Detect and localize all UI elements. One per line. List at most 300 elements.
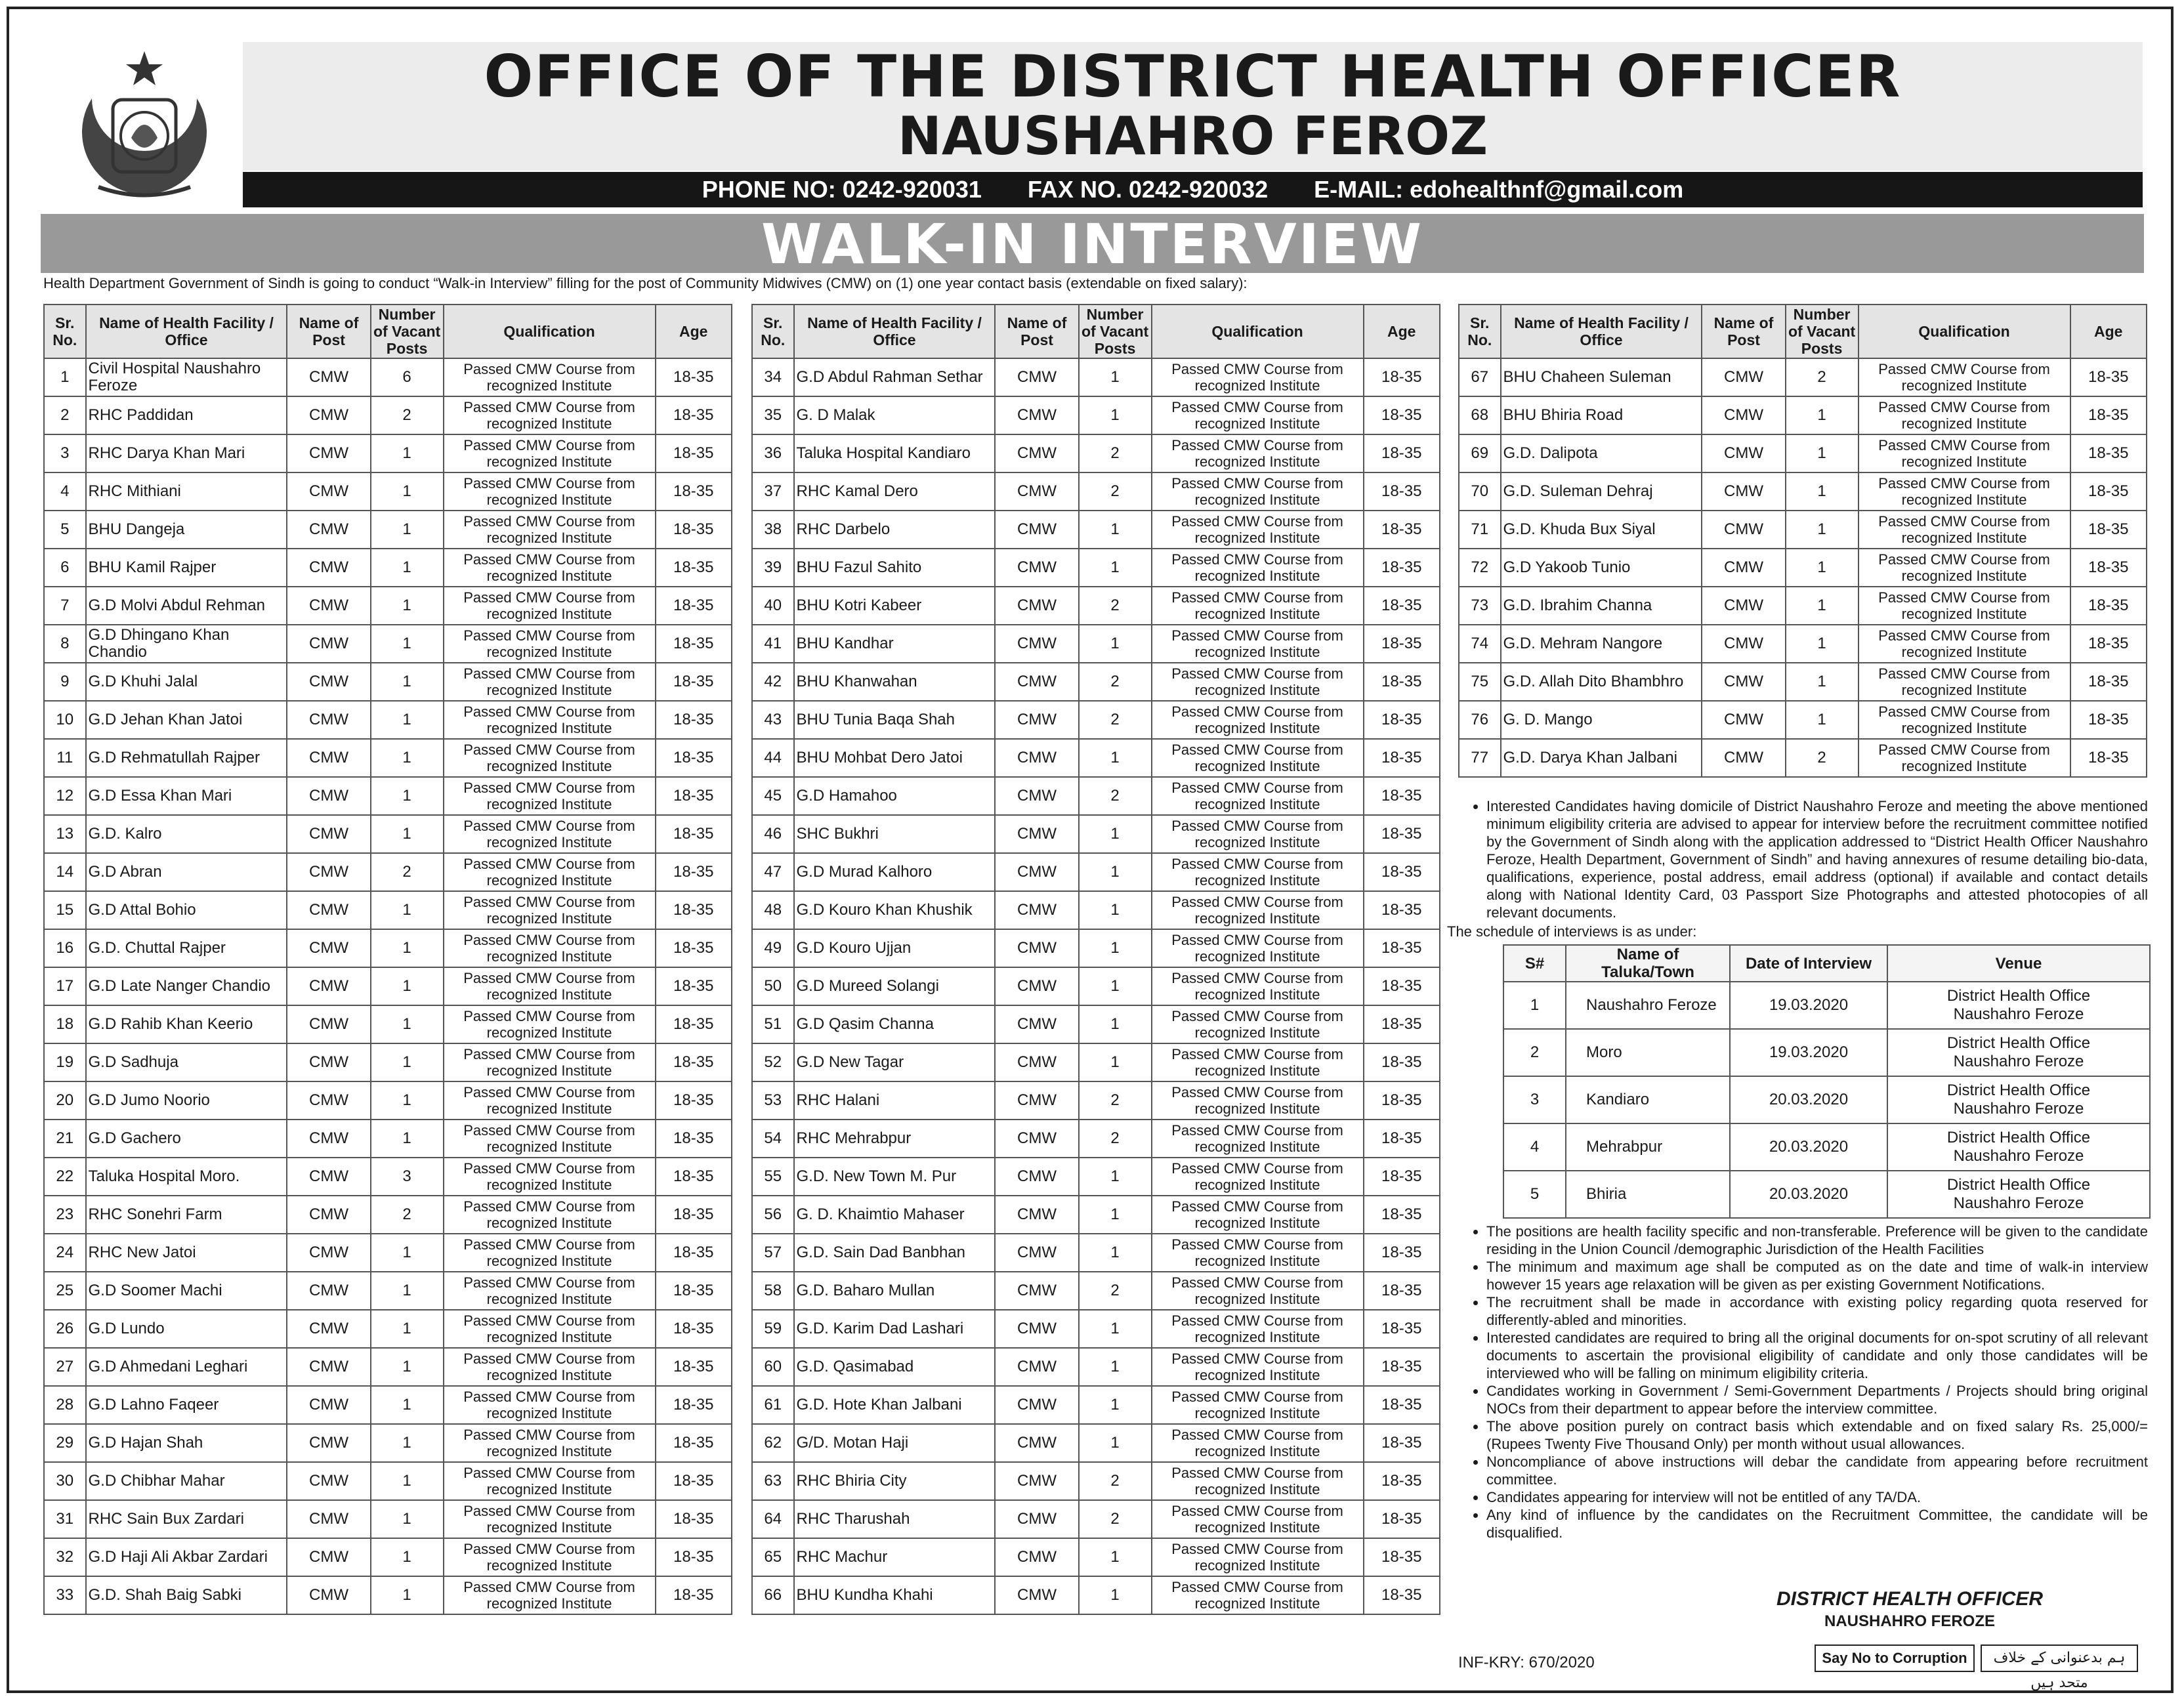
schedule-town: Kandiaro — [1566, 1076, 1730, 1123]
qualification: Passed CMW Course from recognized Institute — [1152, 1158, 1364, 1196]
facility-name: BHU Bhiria Road — [1501, 396, 1702, 434]
vacant-posts: 1 — [1786, 511, 1858, 549]
walk-in-banner: WALK-IN INTERVIEW — [41, 214, 2144, 273]
table-row — [752, 434, 1440, 472]
qualification: Passed CMW Course from recognized Institute — [1152, 358, 1364, 396]
terms-item: • Candidates appearing for interview will not be entitled of any TA/DA. — [1486, 1488, 2148, 1506]
serial-number: 18 — [44, 1005, 86, 1043]
serial-number: 62 — [752, 1424, 794, 1462]
qualification: Passed CMW Course from recognized Institute — [1152, 663, 1364, 701]
age-range: 18-35 — [2070, 472, 2147, 511]
table-row — [44, 1272, 732, 1310]
serial-number: 39 — [752, 549, 794, 587]
vacant-posts: 6 — [371, 358, 444, 396]
column-header-post: Name of Post — [995, 304, 1078, 358]
schedule-header-row — [1503, 945, 2150, 982]
post-name: CMW — [287, 549, 370, 587]
column-header-vacant: Number of Vacant Posts — [371, 304, 444, 358]
vacant-posts: 1 — [371, 1310, 444, 1348]
qualification: Passed CMW Course from recognized Institute — [444, 396, 656, 434]
age-range: 18-35 — [1364, 549, 1440, 587]
vacant-posts: 1 — [371, 549, 444, 587]
age-range: 18-35 — [656, 1043, 732, 1081]
qualification: Passed CMW Course from recognized Institute — [1152, 815, 1364, 853]
age-range: 18-35 — [656, 511, 732, 549]
vacant-posts: 1 — [371, 587, 444, 625]
table-row — [44, 625, 732, 663]
facility-name: RHC Halani — [794, 1081, 996, 1120]
serial-number: 2 — [44, 396, 86, 434]
table-row — [44, 967, 732, 1005]
schedule-label: The schedule of interviews is as under: — [1447, 923, 1697, 940]
table-row — [752, 1158, 1440, 1196]
serial-number: 57 — [752, 1234, 794, 1272]
age-range: 18-35 — [656, 1158, 732, 1196]
facility-name: RHC New Jatoi — [86, 1234, 287, 1272]
table-row — [1459, 739, 2147, 777]
table-row — [752, 739, 1440, 777]
serial-number: 56 — [752, 1196, 794, 1234]
qualification: Passed CMW Course from recognized Institute — [1858, 625, 2070, 663]
terms-item: • The positions are health facility specific and non-transferable. Preference will be given to the candidate residing in the Union Council /demographic Jurisdiction of the Health Facilities — [1486, 1223, 2148, 1258]
table-row — [44, 701, 732, 739]
post-name: CMW — [287, 1386, 370, 1424]
vacant-posts: 1 — [1079, 739, 1152, 777]
age-range: 18-35 — [656, 1120, 732, 1158]
age-range: 18-35 — [1364, 1462, 1440, 1500]
vacant-posts: 1 — [371, 1348, 444, 1386]
facility-name: G. D Malak — [794, 396, 996, 434]
terms-item: • Any kind of influence by the candidates on the Recruitment Committee, the candidate will be disqualified. — [1486, 1506, 2148, 1541]
table-row — [44, 396, 732, 434]
post-name: CMW — [287, 777, 370, 815]
schedule-header: Date of Interview — [1730, 945, 1887, 982]
qualification: Passed CMW Course from recognized Institute — [1152, 472, 1364, 511]
vacant-posts: 2 — [371, 1196, 444, 1234]
qualification: Passed CMW Course from recognized Institute — [1858, 358, 2070, 396]
vacant-posts: 1 — [1786, 701, 1858, 739]
qualification: Passed CMW Course from recognized Institute — [444, 701, 656, 739]
qualification: Passed CMW Course from recognized Institute — [1152, 1120, 1364, 1158]
serial-number: 33 — [44, 1576, 86, 1614]
qualification: Passed CMW Course from recognized Institute — [1858, 587, 2070, 625]
serial-number: 37 — [752, 472, 794, 511]
qualification: Passed CMW Course from recognized Institute — [1858, 701, 2070, 739]
table-row — [752, 1386, 1440, 1424]
facility-name: G.D. Darya Khan Jalbani — [1501, 739, 1702, 777]
qualification: Passed CMW Course from recognized Institute — [1152, 1234, 1364, 1272]
column-header-facility: Name of Health Facility / Office — [794, 304, 996, 358]
facility-name: G.D. Allah Dito Bhambhro — [1501, 663, 1702, 701]
post-name: CMW — [995, 1005, 1078, 1043]
vacant-posts: 1 — [1786, 396, 1858, 434]
post-name: CMW — [287, 1196, 370, 1234]
table-row — [1459, 701, 2147, 739]
qualification: Passed CMW Course from recognized Institute — [444, 967, 656, 1005]
age-range: 18-35 — [1364, 967, 1440, 1005]
table-row — [1459, 434, 2147, 472]
facility-name: G.D Rahib Khan Keerio — [86, 1005, 287, 1043]
serial-number: 52 — [752, 1043, 794, 1081]
qualification: Passed CMW Course from recognized Institute — [1152, 434, 1364, 472]
facility-name: G.D. Suleman Dehraj — [1501, 472, 1702, 511]
age-range: 18-35 — [1364, 587, 1440, 625]
facility-name: G.D. Kalro — [86, 815, 287, 853]
vacant-posts: 1 — [371, 1500, 444, 1538]
vacant-posts: 1 — [1079, 1043, 1152, 1081]
post-name: CMW — [995, 1158, 1078, 1196]
post-name: CMW — [995, 549, 1078, 587]
qualification: Passed CMW Course from recognized Institute — [444, 1348, 656, 1386]
facility-name: RHC Mehrabpur — [794, 1120, 996, 1158]
qualification: Passed CMW Course from recognized Institute — [444, 663, 656, 701]
age-range: 18-35 — [656, 1576, 732, 1614]
serial-number: 16 — [44, 929, 86, 967]
vacant-posts: 2 — [371, 853, 444, 891]
qualification: Passed CMW Course from recognized Institute — [444, 777, 656, 815]
facility-name: G.D. Chuttal Rajper — [86, 929, 287, 967]
table-row — [752, 853, 1440, 891]
age-range: 18-35 — [656, 587, 732, 625]
age-range: 18-35 — [1364, 625, 1440, 663]
table-row — [752, 625, 1440, 663]
facility-name: G.D. Karim Dad Lashari — [794, 1310, 996, 1348]
vacant-posts: 2 — [1079, 777, 1152, 815]
vacant-posts: 1 — [1079, 1348, 1152, 1386]
post-name: CMW — [995, 1386, 1078, 1424]
facility-name: Civil Hospital Naushahro Feroze — [86, 358, 287, 396]
table-row — [44, 1424, 732, 1462]
post-name: CMW — [287, 1462, 370, 1500]
facility-name: BHU Khanwahan — [794, 663, 996, 701]
serial-number: 77 — [1459, 739, 1501, 777]
facility-name: G.D Chibhar Mahar — [86, 1462, 287, 1500]
post-name: CMW — [287, 396, 370, 434]
vacant-posts: 1 — [371, 1272, 444, 1310]
age-range: 18-35 — [2070, 663, 2147, 701]
qualification: Passed CMW Course from recognized Institute — [1152, 1500, 1364, 1538]
serial-number: 69 — [1459, 434, 1501, 472]
vacant-posts: 1 — [371, 701, 444, 739]
qualification: Passed CMW Course from recognized Institute — [1152, 511, 1364, 549]
facility-name: G.D Kouro Ujjan — [794, 929, 996, 967]
vacant-posts: 1 — [371, 663, 444, 701]
vacant-posts: 1 — [371, 1462, 444, 1500]
facility-name: G.D Soomer Machi — [86, 1272, 287, 1310]
facility-name: G.D. New Town M. Pur — [794, 1158, 996, 1196]
schedule-header: Name of Taluka/Town — [1566, 945, 1730, 982]
table-row — [44, 1462, 732, 1500]
vacancy-table-1 — [43, 304, 732, 1615]
table-row — [44, 1005, 732, 1043]
facility-name: G/D. Motan Haji — [794, 1424, 996, 1462]
qualification: Passed CMW Course from recognized Institute — [444, 511, 656, 549]
facility-name: BHU Kundha Khahi — [794, 1576, 996, 1614]
post-name: CMW — [995, 967, 1078, 1005]
post-name: CMW — [287, 1272, 370, 1310]
serial-number: 45 — [752, 777, 794, 815]
facility-name: G. D. Khaimtio Mahaser — [794, 1196, 996, 1234]
schedule-serial: 4 — [1503, 1123, 1566, 1171]
serial-number: 60 — [752, 1348, 794, 1386]
post-name: CMW — [995, 777, 1078, 815]
schedule-town: Moro — [1566, 1029, 1730, 1076]
vacant-posts: 1 — [1079, 549, 1152, 587]
qualification: Passed CMW Course from recognized Institute — [1152, 1462, 1364, 1500]
facility-name: RHC Paddidan — [86, 396, 287, 434]
vacant-posts: 1 — [1786, 434, 1858, 472]
qualification: Passed CMW Course from recognized Institute — [1152, 625, 1364, 663]
age-range: 18-35 — [1364, 853, 1440, 891]
age-range: 18-35 — [1364, 815, 1440, 853]
column-header-age: Age — [2070, 304, 2147, 358]
facility-name: G.D Late Nanger Chandio — [86, 967, 287, 1005]
table-row — [752, 701, 1440, 739]
table-row — [44, 1348, 732, 1386]
qualification: Passed CMW Course from recognized Institute — [1152, 853, 1364, 891]
age-range: 18-35 — [2070, 587, 2147, 625]
header-box — [243, 42, 2143, 171]
age-range: 18-35 — [656, 625, 732, 663]
qualification: Passed CMW Course from recognized Institute — [1152, 739, 1364, 777]
post-name: CMW — [995, 1462, 1078, 1500]
vacant-posts: 1 — [1079, 1310, 1152, 1348]
facility-name: G.D Haji Ali Akbar Zardari — [86, 1538, 287, 1576]
table-row — [44, 1500, 732, 1538]
serial-number: 70 — [1459, 472, 1501, 511]
qualification: Passed CMW Course from recognized Institute — [444, 1043, 656, 1081]
terms-item: • Noncompliance of above instructions will debar the candidate from appearing before recruitment committee. — [1486, 1453, 2148, 1488]
column-header-sr: Sr. No. — [1459, 304, 1501, 358]
post-name: CMW — [287, 1576, 370, 1614]
column-header-qualification: Qualification — [1858, 304, 2070, 358]
facility-name: BHU Kandhar — [794, 625, 996, 663]
serial-number: 9 — [44, 663, 86, 701]
facility-name: G.D. Sain Dad Banbhan — [794, 1234, 996, 1272]
table-row — [44, 891, 732, 929]
schedule-town: Bhiria — [1566, 1171, 1730, 1218]
column-header-sr: Sr. No. — [752, 304, 794, 358]
vacant-posts: 1 — [1786, 472, 1858, 511]
serial-number: 40 — [752, 587, 794, 625]
age-range: 18-35 — [1364, 701, 1440, 739]
age-range: 18-35 — [656, 1386, 732, 1424]
post-name: CMW — [287, 625, 370, 663]
qualification: Passed CMW Course from recognized Institute — [1152, 1081, 1364, 1120]
post-name: CMW — [995, 1424, 1078, 1462]
age-range: 18-35 — [656, 891, 732, 929]
age-range: 18-35 — [1364, 358, 1440, 396]
venue-line: Naushahro Feroze — [1953, 1194, 2084, 1212]
table-row — [1459, 472, 2147, 511]
post-name: CMW — [287, 701, 370, 739]
serial-number: 65 — [752, 1538, 794, 1576]
facility-name: G.D Lundo — [86, 1310, 287, 1348]
table-row — [44, 777, 732, 815]
serial-number: 24 — [44, 1234, 86, 1272]
table-row — [44, 1310, 732, 1348]
facility-name: G.D Mureed Solangi — [794, 967, 996, 1005]
qualification: Passed CMW Course from recognized Institute — [1858, 739, 2070, 777]
qualification: Passed CMW Course from recognized Institute — [444, 739, 656, 777]
office-title: OFFICE OF THE DISTRICT HEALTH OFFICER — [484, 43, 1902, 110]
table-row — [44, 1386, 732, 1424]
post-name: CMW — [995, 511, 1078, 549]
table-row — [752, 1310, 1440, 1348]
schedule-row — [1503, 1076, 2150, 1123]
qualification: Passed CMW Course from recognized Institute — [1858, 472, 2070, 511]
serial-number: 21 — [44, 1120, 86, 1158]
qualification: Passed CMW Course from recognized Institute — [444, 1158, 656, 1196]
post-name: CMW — [287, 891, 370, 929]
post-name: CMW — [287, 511, 370, 549]
age-range: 18-35 — [2070, 511, 2147, 549]
table-row — [44, 1120, 732, 1158]
age-range: 18-35 — [1364, 1043, 1440, 1081]
qualification: Passed CMW Course from recognized Institute — [1152, 1005, 1364, 1043]
table-row — [752, 358, 1440, 396]
age-range: 18-35 — [656, 1234, 732, 1272]
age-range: 18-35 — [2070, 549, 2147, 587]
column-header-post: Name of Post — [287, 304, 370, 358]
qualification: Passed CMW Course from recognized Institute — [1152, 1310, 1364, 1348]
serial-number: 47 — [752, 853, 794, 891]
vacant-posts: 1 — [371, 434, 444, 472]
age-range: 18-35 — [656, 434, 732, 472]
facility-name: G. D. Mango — [1501, 701, 1702, 739]
qualification: Passed CMW Course from recognized Institute — [1858, 549, 2070, 587]
serial-number: 25 — [44, 1272, 86, 1310]
age-range: 18-35 — [1364, 1005, 1440, 1043]
age-range: 18-35 — [1364, 1386, 1440, 1424]
terms-list — [1447, 1223, 2148, 1541]
schedule-venue — [1887, 982, 2150, 1029]
vacant-posts: 1 — [371, 1005, 444, 1043]
facility-name: G.D Attal Bohio — [86, 891, 287, 929]
serial-number: 19 — [44, 1043, 86, 1081]
qualification: Passed CMW Course from recognized Institute — [444, 358, 656, 396]
vacant-posts: 1 — [1079, 396, 1152, 434]
facility-name: G.D Qasim Channa — [794, 1005, 996, 1043]
post-name: CMW — [1702, 511, 1785, 549]
qualification: Passed CMW Course from recognized Institute — [1152, 701, 1364, 739]
age-range: 18-35 — [2070, 396, 2147, 434]
schedule-row — [1503, 1123, 2150, 1171]
vacant-posts: 2 — [1079, 701, 1152, 739]
email-address: E-MAIL: edohealthnf@gmail.com — [1314, 176, 1684, 203]
post-name: CMW — [995, 663, 1078, 701]
qualification: Passed CMW Course from recognized Institute — [444, 549, 656, 587]
qualification: Passed CMW Course from recognized Institute — [444, 1081, 656, 1120]
serial-number: 46 — [752, 815, 794, 853]
facility-name: G.D Gachero — [86, 1120, 287, 1158]
vacant-posts: 1 — [1079, 1576, 1152, 1614]
vacant-posts: 1 — [1079, 891, 1152, 929]
serial-number: 35 — [752, 396, 794, 434]
vacant-posts: 1 — [1079, 815, 1152, 853]
facility-name: Taluka Hospital Moro. — [86, 1158, 287, 1196]
post-name: CMW — [287, 472, 370, 511]
vacancy-table-3 — [1458, 304, 2147, 778]
qualification: Passed CMW Course from recognized Institute — [1152, 587, 1364, 625]
qualification: Passed CMW Course from recognized Institute — [444, 853, 656, 891]
qualification: Passed CMW Course from recognized Institute — [1152, 967, 1364, 1005]
serial-number: 8 — [44, 625, 86, 663]
table-header-row — [44, 304, 732, 358]
qualification: Passed CMW Course from recognized Institute — [444, 891, 656, 929]
vacant-posts: 1 — [1079, 1158, 1152, 1196]
vacant-posts: 2 — [1079, 663, 1152, 701]
schedule-date: 20.03.2020 — [1730, 1076, 1887, 1123]
table-row — [752, 1348, 1440, 1386]
venue-line: Naushahro Feroze — [1953, 1100, 2084, 1118]
table-row — [1459, 396, 2147, 434]
age-range: 18-35 — [1364, 777, 1440, 815]
table-row — [44, 815, 732, 853]
schedule-serial: 2 — [1503, 1029, 1566, 1076]
facility-name: BHU Dangeja — [86, 511, 287, 549]
vacant-posts: 2 — [1079, 1462, 1152, 1500]
column-header-vacant: Number of Vacant Posts — [1786, 304, 1858, 358]
column-header-vacant: Number of Vacant Posts — [1079, 304, 1152, 358]
age-range: 18-35 — [1364, 1234, 1440, 1272]
interview-schedule-table — [1503, 944, 2151, 1219]
age-range: 18-35 — [1364, 1158, 1440, 1196]
table-header-row — [752, 304, 1440, 358]
table-row — [752, 1081, 1440, 1120]
facility-name: G.D Abran — [86, 853, 287, 891]
qualification: Passed CMW Course from recognized Institute — [1152, 1043, 1364, 1081]
schedule-header: Venue — [1887, 945, 2150, 982]
vacant-posts: 1 — [1079, 358, 1152, 396]
serial-number: 15 — [44, 891, 86, 929]
vacant-posts: 1 — [1786, 549, 1858, 587]
vacant-posts: 1 — [1079, 511, 1152, 549]
vacant-posts: 1 — [371, 967, 444, 1005]
vacant-posts: 1 — [1079, 967, 1152, 1005]
vacant-posts: 1 — [1079, 853, 1152, 891]
table-row — [44, 549, 732, 587]
schedule-serial: 1 — [1503, 982, 1566, 1029]
table-row — [44, 739, 732, 777]
facility-name: G.D Dhingano Khan Chandio — [86, 625, 287, 663]
age-range: 18-35 — [656, 853, 732, 891]
post-name: CMW — [995, 434, 1078, 472]
eligibility-list — [1447, 797, 2148, 921]
vacant-posts: 2 — [1079, 472, 1152, 511]
age-range: 18-35 — [656, 1538, 732, 1576]
age-range: 18-35 — [656, 1005, 732, 1043]
serial-number: 6 — [44, 549, 86, 587]
age-range: 18-35 — [2070, 701, 2147, 739]
serial-number: 10 — [44, 701, 86, 739]
serial-number: 38 — [752, 511, 794, 549]
table-row — [752, 511, 1440, 549]
serial-number: 36 — [752, 434, 794, 472]
post-name: CMW — [995, 891, 1078, 929]
age-range: 18-35 — [1364, 929, 1440, 967]
serial-number: 4 — [44, 472, 86, 511]
serial-number: 20 — [44, 1081, 86, 1120]
terms-item: • The minimum and maximum age shall be computed as on the date and time of walk-in interview however 15 years age relaxation will be given as per existing Government Notifications. — [1486, 1258, 2148, 1293]
table-row — [1459, 663, 2147, 701]
facility-name: G.D Jehan Khan Jatoi — [86, 701, 287, 739]
vacant-posts: 1 — [1079, 625, 1152, 663]
table-row — [752, 1005, 1440, 1043]
qualification: Passed CMW Course from recognized Institute — [444, 1272, 656, 1310]
schedule-venue — [1887, 1029, 2150, 1076]
vacant-posts: 2 — [1786, 739, 1858, 777]
